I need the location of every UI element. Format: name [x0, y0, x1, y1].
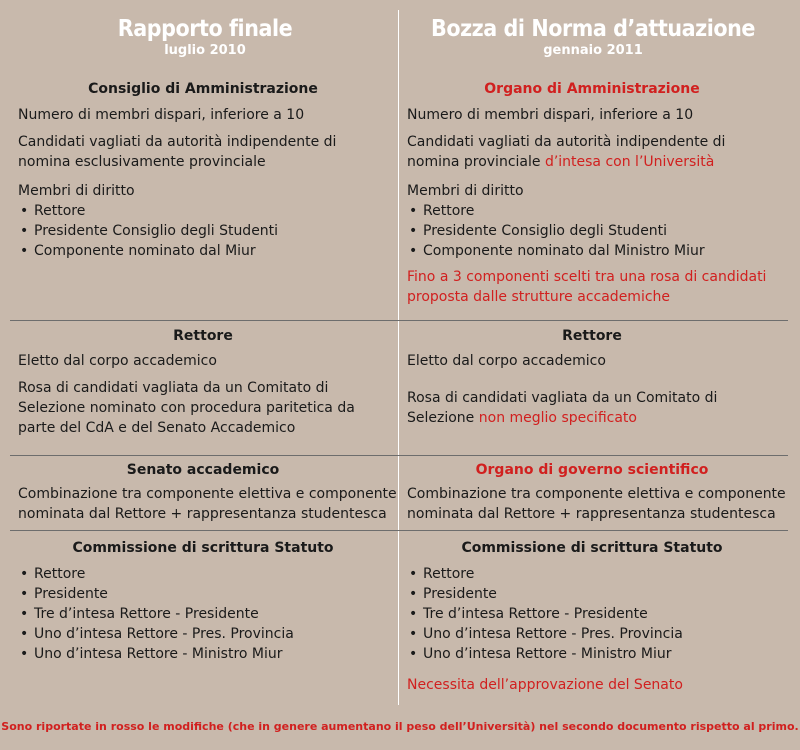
left-membri-diritto: [18, 181, 398, 261]
list-item: • Presidente Consiglio degli Studenti: [18, 221, 398, 241]
right-header: [398, 0, 788, 66]
footer-note: Sono riportate in rosso le modifiche (che in genere aumentano il peso dell’Università) nel secondo documento rispetto al primo.: [1, 720, 799, 733]
list-item: • Uno d’intesa Rettore - Pres. Provincia: [18, 624, 398, 644]
right-candidati: [407, 132, 757, 172]
right-subtitle: gennaio 2011: [543, 43, 643, 58]
right-rettore-title: Rettore: [562, 328, 622, 344]
organo-gov-text: Combinazione tra componente elettiva e componente nominata dal Rettore + rappresentanza studentesca: [407, 486, 786, 522]
organo-gov-title: Organo di governo scientifico: [475, 462, 709, 478]
list-item: • Rettore: [18, 564, 398, 584]
right-rettore-rosa: [407, 388, 737, 428]
right-rettore-rosa-change: non meglio specificato: [478, 410, 637, 426]
right-candidati-change: d’intesa con l’Università: [544, 154, 715, 170]
column-divider: [398, 10, 399, 705]
left-membri-label: Membri di diritto: [18, 183, 135, 199]
left-rettore-title: Rettore: [173, 328, 233, 344]
list-item: • Tre d’intesa Rettore - Presidente: [18, 604, 398, 624]
left-subtitle: luglio 2010: [164, 43, 246, 58]
right-membri-num: Numero di membri dispari, inferiore a 10: [407, 107, 694, 123]
list-item: • Rettore: [18, 201, 398, 221]
left-commissione-list: [18, 564, 398, 664]
left-membri-list: [18, 201, 398, 261]
senato-text: Combinazione tra componente elettiva e componente nominata dal Rettore + rappresentanza studentesca: [18, 486, 397, 522]
row-divider-2: [10, 455, 788, 456]
list-item: • Rettore: [407, 201, 787, 221]
left-commissione-title: Commissione di scrittura Statuto: [72, 540, 334, 556]
right-rettore-eletto: Eletto dal corpo accademico: [407, 353, 606, 369]
left-rettore-eletto: Eletto dal corpo accademico: [18, 353, 217, 369]
row-divider-1: [10, 320, 788, 321]
right-commissione: [407, 564, 787, 664]
right-commissione-title: Commissione di scrittura Statuto: [461, 540, 723, 556]
right-membri-list: [407, 201, 787, 261]
right-title: Bozza di Norma d’attuazione: [430, 16, 756, 42]
senato-title: Senato accademico: [126, 462, 280, 478]
right-candidati-text: Candidati vagliati da autorità indipendente di nomina provinciale: [407, 134, 726, 170]
left-title: Rapporto finale: [117, 16, 293, 42]
list-item: • Componente nominato dal Ministro Miur: [407, 241, 787, 261]
right-commissione-list: [407, 564, 787, 664]
left-header: [10, 0, 400, 66]
right-fino: Fino a 3 componenti scelti tra una rosa di candidati proposta dalle strutture accademiche: [407, 269, 767, 305]
right-membri-diritto: [407, 181, 787, 261]
left-commissione: [18, 564, 398, 664]
right-rettore-rosa-text: Rosa di candidati vagliata da un Comitato di Selezione: [407, 390, 718, 426]
list-item: • Rettore: [407, 564, 787, 584]
left-membri-num: Numero di membri dispari, inferiore a 10: [18, 107, 305, 123]
list-item: • Presidente Consiglio degli Studenti: [407, 221, 787, 241]
list-item: • Presidente: [18, 584, 398, 604]
consiglio-title: Consiglio di Amministrazione: [88, 81, 318, 97]
left-candidati: Candidati vagliati da autorità indipendente di nomina esclusivamente provinciale: [18, 134, 337, 170]
list-item: • Uno d’intesa Rettore - Pres. Provincia: [407, 624, 787, 644]
list-item: • Tre d’intesa Rettore - Presidente: [407, 604, 787, 624]
list-item: • Uno d’intesa Rettore - Ministro Miur: [18, 644, 398, 664]
right-commissione-note: Necessita dell’approvazione del Senato: [407, 677, 683, 693]
row-divider-3: [10, 530, 788, 531]
list-item: • Presidente: [407, 584, 787, 604]
left-rettore-rosa: Rosa di candidati vagliata da un Comitato di Selezione nominato con procedura paritetica da parte del CdA e del Senato Accademico: [18, 380, 355, 436]
list-item: • Componente nominato dal Miur: [18, 241, 398, 261]
organo-amm-title: Organo di Amministrazione: [484, 81, 700, 97]
right-membri-label: Membri di diritto: [407, 183, 524, 199]
list-item: • Uno d’intesa Rettore - Ministro Miur: [407, 644, 787, 664]
